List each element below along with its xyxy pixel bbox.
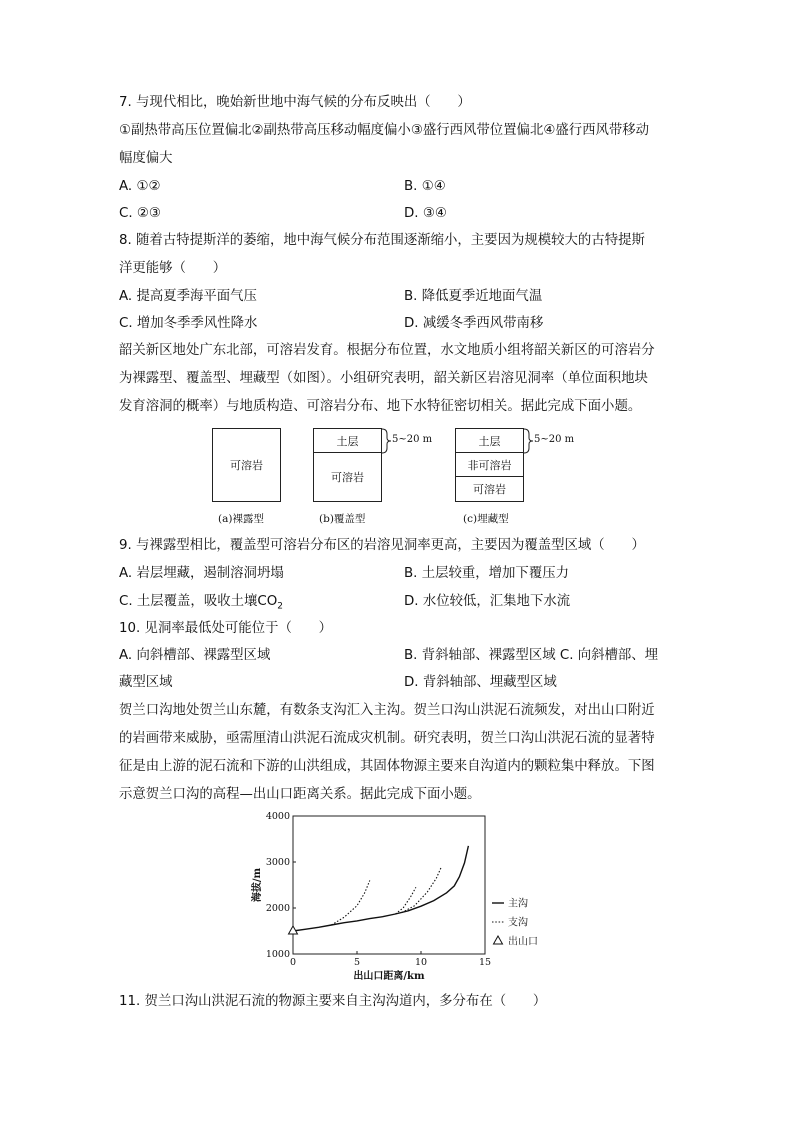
q10-stem: 10. 见洞率最低处可能位于（ ） bbox=[119, 621, 333, 636]
covered-type-caption: (b)覆盖型 bbox=[319, 513, 366, 525]
y-tick-label: 2000 bbox=[265, 903, 290, 914]
elevation-distance-chart bbox=[240, 805, 560, 985]
passage3-line3: 征是由上游的泥石流和下游的山洪组成，其固体物源主要来自沟道内的颗粒集中释放。下图 bbox=[119, 759, 655, 774]
buried-type-box bbox=[455, 428, 524, 502]
q8-option-b[interactable]: B. 降低夏季近地面气温 bbox=[404, 289, 543, 304]
q8-option-c[interactable]: C. 增加冬季季风性降水 bbox=[119, 316, 258, 331]
covered-type-box bbox=[313, 428, 382, 502]
buried-soil-layer: 土层 bbox=[456, 429, 523, 453]
q9-option-d[interactable]: D. 水位较低，汇集地下水流 bbox=[404, 594, 571, 609]
passage3-line2: 的岩画带来威胁，亟需厘清山洪泥石流成灾机制。研究表明，贺兰口沟山洪泥石流的显著特 bbox=[119, 731, 655, 746]
y-axis-label: 海拔/m bbox=[252, 867, 263, 903]
q10-option-c-continued[interactable]: 藏型区域 bbox=[119, 675, 173, 690]
main-gully-line bbox=[293, 846, 468, 931]
q9-option-b[interactable]: B. 土层较重，增加下覆压力 bbox=[404, 566, 569, 581]
q7-option-c[interactable]: C. ②③ bbox=[119, 206, 161, 221]
x-tick-label: 0 bbox=[289, 957, 297, 968]
plot-frame bbox=[293, 816, 485, 954]
passage3-line4: 示意贺兰口沟的高程—出山口距离关系。据此完成下面小题。 bbox=[119, 787, 481, 802]
co2-formula: $CO_2$ bbox=[257, 594, 284, 612]
passage3-line1: 贺兰口沟地处贺兰山东麓，有数条支沟汇入主沟。贺兰口沟山洪泥石流频发，对出山口附近 bbox=[119, 703, 655, 718]
x-tick-label: 15 bbox=[478, 957, 492, 968]
q7-statements-line1: ①副热带高压位置偏北②副热带高压移动幅度偏小③盛行西风带位置偏北④盛行西风带移动 bbox=[119, 123, 650, 138]
q9-option-a[interactable]: A. 岩层埋藏，遏制溶洞坍塌 bbox=[119, 566, 284, 581]
x-tick-label: 10 bbox=[414, 957, 428, 968]
q8-option-d[interactable]: D. 减缓冬季西风带南移 bbox=[404, 316, 544, 331]
q10-option-a[interactable]: A. 向斜槽部、裸露型区域 bbox=[119, 648, 271, 663]
passage2-line2: 为裸露型、覆盖型、埋藏型（如图）。小组研究表明，韶关新区岩溶见洞率（单位面积地块 bbox=[119, 371, 648, 386]
tributary-gully-line-1 bbox=[331, 880, 369, 925]
y-tick-label: 1000 bbox=[265, 949, 290, 960]
q8-stem-line1: 8. 随着古特提斯洋的萎缩，地中海气候分布范围逐渐缩小，主要因为规模较大的古特提斯 bbox=[119, 233, 645, 248]
q10-option-d[interactable]: D. 背斜轴部、埋藏型区域 bbox=[404, 675, 557, 690]
passage2-line1: 韶关新区地处广东北部，可溶岩发育。根据分布位置，水文地质小组将韶关新区的可溶岩分 bbox=[119, 343, 655, 358]
covered-soil-layer: 土层 bbox=[314, 429, 381, 453]
legend-label: 支沟 bbox=[508, 917, 528, 929]
buried-nonsoluble-rock-layer: 非可溶岩 bbox=[456, 453, 523, 477]
q9-option-c[interactable] bbox=[119, 594, 283, 615]
q7-option-b[interactable]: B. ①④ bbox=[404, 179, 446, 194]
q7-statements-line2: 幅度偏大 bbox=[119, 151, 173, 166]
buried-depth-label: 5~20 m bbox=[534, 434, 575, 445]
legend-label: 出山口 bbox=[508, 936, 538, 948]
buried-soluble-rock-label: 可溶岩 bbox=[473, 483, 506, 496]
legend-label: 主沟 bbox=[508, 898, 528, 910]
q9-stem: 9. 与裸露型相比，覆盖型可溶岩分布区的岩溶见洞率更高，主要因为覆盖型区域（ ） bbox=[119, 538, 645, 553]
exposed-soluble-rock-label: 可溶岩 bbox=[230, 459, 263, 472]
covered-depth-label: 5~20 m bbox=[392, 434, 433, 445]
passage2-line3: 发育溶洞的概率）与地质构造、可溶岩分布、地下水特征密切相关。据此完成下面小题。 bbox=[119, 399, 642, 414]
q8-option-a[interactable]: A. 提高夏季海平面气压 bbox=[119, 289, 257, 304]
q7-option-d[interactable]: D. ③④ bbox=[404, 206, 447, 221]
q10-option-b-and-c[interactable]: B. 背斜轴部、裸露型区域 C. 向斜槽部、埋 bbox=[404, 648, 659, 663]
q7-option-a[interactable]: A. ①② bbox=[119, 179, 161, 194]
legend-outlet-triangle-icon bbox=[494, 936, 503, 944]
exposed-type-box bbox=[212, 428, 281, 502]
y-tick-label: 4000 bbox=[265, 811, 290, 822]
q9-option-c-text: C. 土层覆盖，吸收土壤 bbox=[119, 594, 258, 609]
q8-stem-line2: 洋更能够（ ） bbox=[119, 261, 227, 276]
covered-soluble-rock-label: 可溶岩 bbox=[331, 471, 364, 484]
buried-type-caption: (c)埋藏型 bbox=[463, 513, 509, 525]
exposed-type-caption: (a)裸露型 bbox=[218, 513, 264, 525]
x-tick-label: 5 bbox=[353, 957, 361, 968]
x-axis-label: 出山口距离/km bbox=[353, 971, 425, 982]
y-tick-label: 3000 bbox=[265, 857, 290, 868]
q7-stem: 7. 与现代相比，晚始新世地中海气候的分布反映出（ ） bbox=[119, 95, 471, 110]
q11-stem: 11. 贺兰口沟山洪泥石流的物源主要来自主沟沟道内，多分布在（ ） bbox=[119, 994, 547, 1009]
